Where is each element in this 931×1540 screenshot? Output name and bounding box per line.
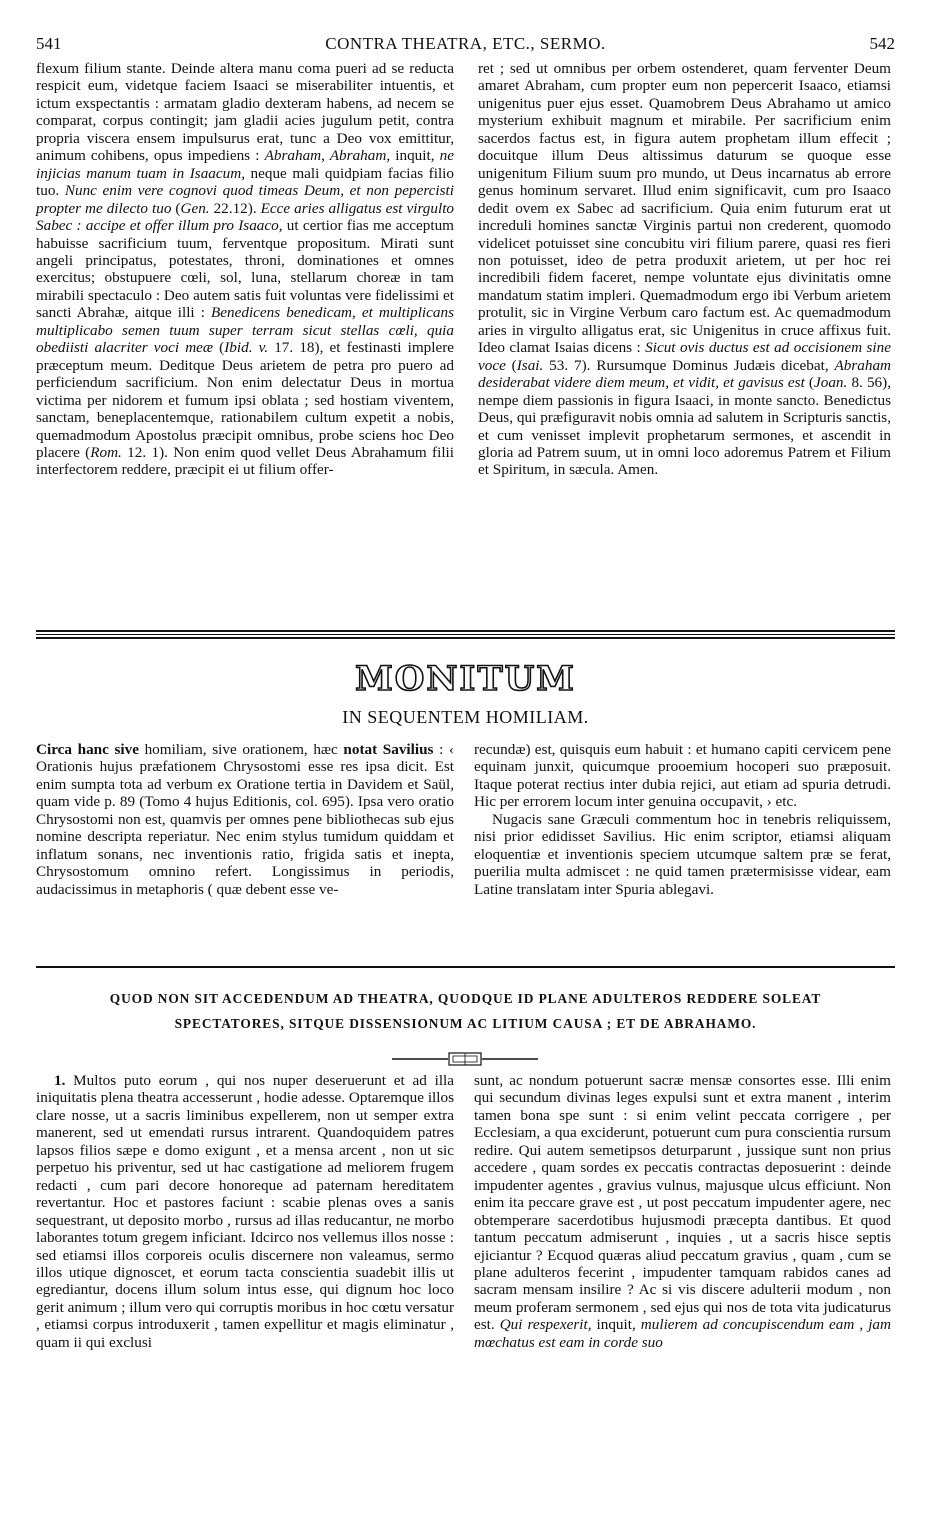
running-title: CONTRA THEATRA, ETC., SERMO. <box>325 34 606 53</box>
text-run: 22.12). <box>209 199 261 217</box>
text-run: ne injicias manum tuam in Isaacum, <box>36 147 454 182</box>
text-run: flexum filium stante. Deinde altera manu coma pueri ad se reducta respicit eum, videtque faciem Isaaci se miserabiliter intuentis, et ictum exspectantis : armatam gladio dexteram habens, ad necem se comparat, corpus contingit; jam gladii acies jugulum petit, contra propria viscera ensem impulsurus erat, tunc a Deo vox emittitur, animum cohibens, opus impediens : <box>36 60 454 165</box>
text-run: Circa hanc sive <box>36 741 139 758</box>
paragraph <box>36 741 454 898</box>
text-run: inquit, <box>390 147 440 165</box>
homily-title-line: QUOD NON SIT ACCEDENDUM AD THEATRA, QUODQUE ID PLANE ADULTEROS REDDERE SOLEAT <box>109 991 822 1006</box>
text-run: neque mali quidpiam facias filio tuo. <box>36 164 454 200</box>
homily-title <box>36 986 895 1036</box>
text-run: Qui respexerit <box>499 1316 588 1334</box>
monitum-subheading: IN SEQUENTEM HOMILIAM. <box>342 707 589 727</box>
text-run: Ibid. v. <box>224 339 269 357</box>
text-run: Sicut ovis ductus est ad occisionem sine voce <box>478 339 891 374</box>
text-run: 12. 1). Non enim quod vellet Deus Abrahamum filii interfectorem reddere, præcipit ei ut filium offer- <box>36 443 454 479</box>
text-run: Benedicens benedicam, et multiplicans multiplicabo semen tuum super terram sicut stellas cœli, quia obediisti alacriter voci meæ <box>36 304 454 357</box>
homily-title-line: SPECTATORES, SITQUE DISSENSIONUM AC LITIUM CAUSA ; ET DE ABRAHAMO. <box>174 1016 757 1031</box>
monitum-right-column <box>474 741 891 898</box>
text-run: sunt, ac nondum potuerunt sacræ mensæ consortes esse. Illi enim qui secundum divinas leges expulsi sunt et extra manent , interim tamen bona spe sunt : si enim velint peccata corrigere , per Ecclesiam, a qua exciderunt, potuerunt cum pura conscientia rursum redire. Qui autem semetipsos deturparunt , jussique sunt non prius accedere , quam sordes ex peccatis contractas deposuerint : deinde impudenter agentes , gravius vulnus, majusque ulcus efficiunt. Non enim ita peccare grave est , ut post peccatum impudenter agere, nec obtemperare sacerdotibus hujusmodi præcepta dantibus. Et quod tantum peccatum admiserunt , inquies , ut a sacris hisce septis ejiciantur ? Ecquod quæras aliud peccatum gravius , quam , cum se plane adulteros fecerint , impudenter tamquam rabidos canes ad sacram mensam insilire ? Ac si vis discere adulterii modum , non meum proferam sermonem , sed ejus qui nos de tota vita judicaturus est. <box>474 1072 891 1334</box>
divider-line <box>36 966 895 968</box>
text-run: Rom. <box>90 443 122 461</box>
monitum-heading: MONITUM <box>355 659 576 699</box>
paragraph <box>474 1072 891 1351</box>
paragraph: recundæ) est, quisquis eum habuit : et humano capiti cervicem pene equinam junxit, quicumque prooemium hocoperi suo præposuit. Itaque poterat rectius inter dubia rejici, aut etiam ad spuria detrudi. Hic per errorem locum inter genuina occupavit, › etc. <box>474 741 891 811</box>
section-divider <box>36 630 895 640</box>
paragraph: Nugacis sane Græculi commentum hoc in tenebris reliquissem, nisi prior edidisset Savilius. Hic enim scriptor, etiamsi aliquam eloquentiæ et inventionis speciem utcumque saltem præ se ferat, puerilia multa admiscet : ne quid tamen prætermisisse videar, eam Latine translatam inter Spuria ablegavi. <box>474 810 891 898</box>
page-number-right: 542 <box>869 34 895 53</box>
text-run: ut certior fias me acceptum habuisse sacrificium tuum, ferventque propositum. Mirati sunt angeli principatus, potestates, throni, dominationes et omnes exercitus; obstupuere cœli, sol, luna, stellarum choreæ in tam mirabili spectaculo : Deo autem satis fuit voluntas vere fidelissimi et sancti Abrahæ, aitque illi : <box>36 217 454 322</box>
running-header <box>36 34 895 56</box>
monitum-left-column <box>36 741 454 898</box>
paragraph <box>478 60 891 479</box>
text-run: Abraham desiderabat videre diem meum, et vidit, et gavisus est <box>478 356 892 392</box>
text-run: ( <box>171 199 181 217</box>
top-right-column <box>478 60 891 479</box>
text-run: Abraham, Abraham, <box>264 147 391 165</box>
text-run: mulierem ad concupiscendum eam , jam mœchatus est eam in corde suo <box>474 1316 891 1351</box>
paragraph <box>36 60 454 479</box>
text-run: notat Savilius <box>343 741 434 758</box>
homily-right-column <box>474 1072 891 1351</box>
text-run: ret ; sed ut omnibus per orbem ostenderet, quam ferventer Deum amaret Abraham, cum propter eum non pepercerit Isaaco, etiamsi unigenitus puer ejus esset. Quamobrem Deus Abrahamo ut amico mysterium exhibuit magnum et mirabile. Per sacrificium enim sacerdos factus est, in figura autem prophetam illum effecit ; docuitque illum Deus altissimus daturum se quoque esse unigenitum Filium suum pro mundo, ut Deus incarnatus ab errore genus hominum servaret. Illud enim significavit, cum pro Isaaco dedit ovem ex Sabec ad sacrificium. Quia enim futurum erat ut increduli homines sanctæ Virginis partui non crederent, quomodo videlicet potuisset sine concubitu viri filium parere, quasi res fieri non potuisset, ideo de petra produxit arietem, ut per hoc rei incredibili fidem faceret, nempe voluntate ejus divinitatis omne mandatum statim impleri. Quemadmodum ergo ibi Verbum arietem protulit, sic in Virgine Verbum caro factum est. Ac quemadmodum aries in virgulto alligatus erat, sic Unigenitus in cruce affixus fuit. Ideo clamat Isaias dicens : <box>478 60 891 357</box>
text-run: Ecce aries alligatus est virgulto Sabec : accipe et offer illum pro Isaaco, <box>36 199 455 235</box>
text-run: ( <box>505 356 517 374</box>
text-run: homiliam, sive orationem, hæc <box>138 741 344 758</box>
ornament-divider <box>392 1052 538 1066</box>
homily-left-column <box>36 1072 454 1351</box>
text-run: Gen. <box>180 199 210 217</box>
text-run: Joan. <box>814 374 848 392</box>
text-run: , inquit, <box>587 1316 641 1334</box>
top-left-column <box>36 60 454 479</box>
text-run: 1. <box>54 1072 66 1089</box>
text-run: 53. 7). Rursumque Dominus Judæis dicebat, <box>543 356 835 374</box>
text-run: Isai. <box>516 356 544 374</box>
text-run: 17. 18), et festinasti implere præceptum meum. Deditque Deus arietem de petra pro puero ad perficiendum sacrificium. Non enim delectatur Deus in mortua victima per nidorem et fumum ipsi oblata ; sed hostiam viventem, sanctam, beneplacentemque, rationabilem cultum expetit a nobis, quemadmodum Apostolus præcipit omnibus, probe sciens hoc Deo placere ( <box>36 339 454 461</box>
text-run: : ‹ Orationis hujus præfationem Chrysostomi esse res ipsa dicit. Est enim sumpta tota ad verbum ex Oratione tertia in Davidem et Saül, quam vide p. 89 (Tomo 4 hujus Editionis, col. 695). Ipsa vero oratio Chrysostomi non est, quamvis per omnes pene bibliothecas sub ejus nomine descripta reperiatur. Nec enim stylus tumidum quiddam et inflatum sonans, nec inventionis ratio, frigida satis et inepta, Chrysostomum omnino refert. Longissimus in periodis, audacissimus in metaphoris ( quæ debent esse ve- <box>36 741 454 898</box>
text-run: ( <box>213 339 225 357</box>
page-number-left: 541 <box>36 34 62 53</box>
text-run: Multos puto eorum , qui nos nuper deseruerunt et ad illa iniquitatis plena theatra accesserunt , hodie adesse. Optaremque illos clare nosse, ut a sacris liminibus expellerem, non ut semper extra manerent, sed ut emendati rursus intrarent. Quandoquidem patres lapsos filios sæpe e domo exigunt , et a mensa arcent , non ut sic perpetuo his priventur, sed ut hac castigatione ad meliorem frugem redacti , cum pari decore honoreque ad paternam hereditatem revertantur. Hoc et pastores faciunt : scabie plenas oves a sanis sequestrant, ut deposito morbo , rursus ad illas reducantur, ne morbo laborantes totum gregem inficiant. Idcirco nos vellemus illos nosse : sed etiamsi illos corporeis oculis discernere non valeamus, sermo illos utique dignoscet, et eorum tacta conscientia suadebit illis ut egrediantur, docens illum solum intus esse, qui dignum hoc loco gerit animum ; illum vero qui corruptis moribus in hoc cœtu versatur , etiamsi corpus introduxerit , tamen expellitur et magis eliminatur , quam ii qui exclusi <box>36 1072 454 1351</box>
paragraph <box>36 1072 454 1351</box>
text-run: ( <box>804 374 814 392</box>
text-run: 8. 56), nempe diem passionis in figura Isaaci, in monte sancto. Benedictus Deus, qui præfiguravit nobis omnia ad salutem in Scripturis sanctis, et cum venisset implevit prophetarum sermones, et ascendit in gloria ad Patrem suum, ut in omni loco adoremus Patrem et Filium et Spiritum, in sæcula. Amen. <box>478 374 892 479</box>
text-run: Nunc enim vere cognovi quod timeas Deum, et non pepercisti propter me dilecto tuo <box>36 182 454 217</box>
